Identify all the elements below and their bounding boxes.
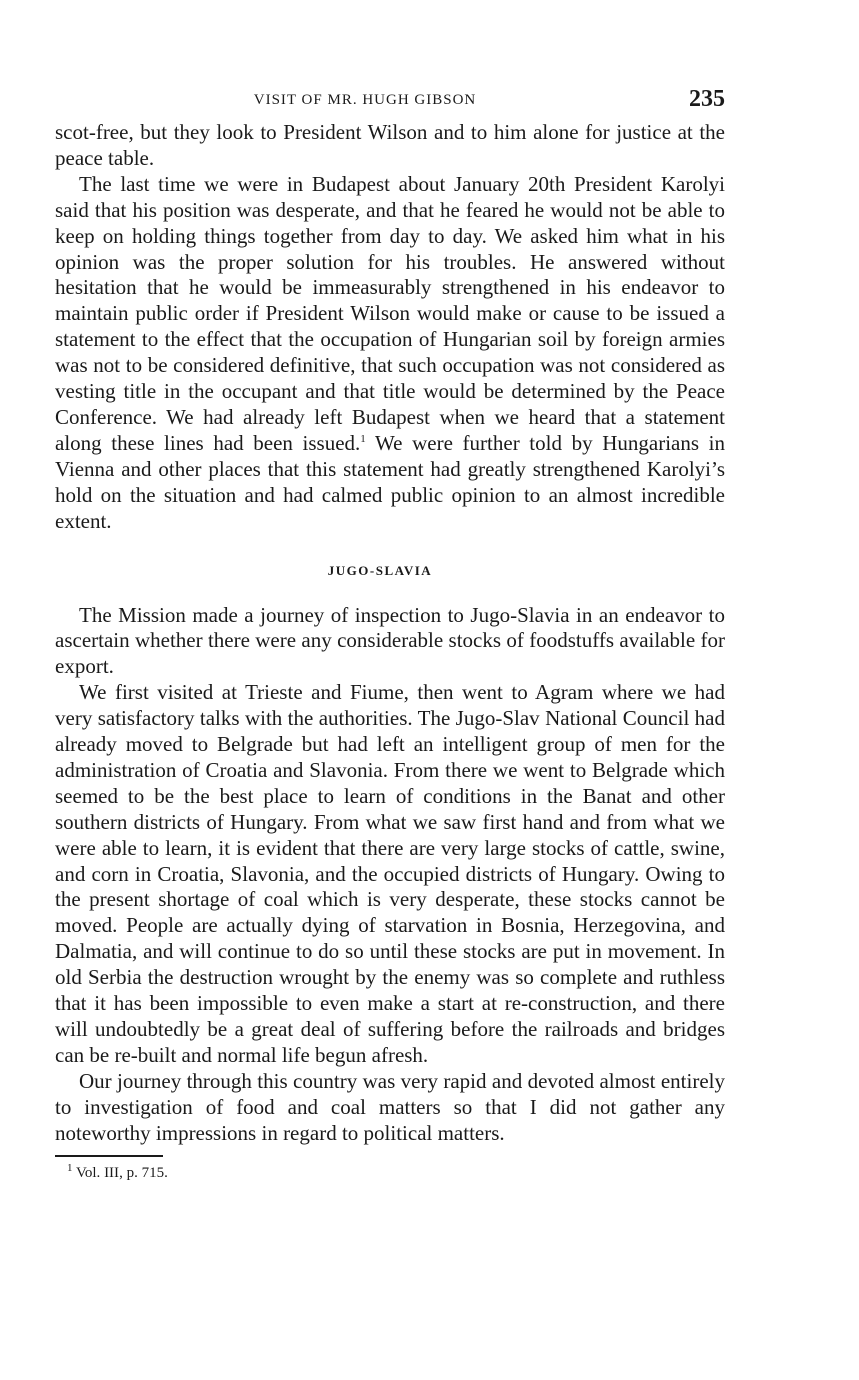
paragraph-mission: The Mission made a journey of inspection to Jugo-Slavia in an endeavor to ascertain whether there were any considerable stocks of foodstuffs available for export.: [55, 602, 725, 679]
footnote: [67, 1161, 725, 1182]
section-heading: JUGO-SLAVIA: [327, 562, 433, 578]
paragraph-budapest-continued: We were further told by Hungarians in Vienna and other places that this statement had greatly strengthened Karolyi’s hold on the situation and had calmed public opinion to an almost incredible extent.: [55, 430, 725, 533]
paragraph-journey: Our journey through this country was very rapid and devoted almost entirely to investigation of food and coal matters so that I did not gather any noteworthy impressions in regard to political matters.: [55, 1068, 725, 1145]
footnote-marker: 1: [67, 1161, 73, 1174]
paragraph-budapest-text: The last time we were in Budapest about January 20th President Karolyi said that his position was desperate, and that he feared he would not be able to keep on holding things together from day to day. We asked him what in his opinion was the proper solution for his troubles. He answered without hesitation that he would be immeasurably strengthened in his endeavor to maintain public order if President Wilson would make or cause to be issued a statement to the effect that the occupation of Hungarian soil by foreign armies was not to be considered definitive, that such occupation was not considered as vesting title in the occupant and that title would be determined by the Peace Conference. We had already left Budapest when we heard that a statement along these lines had been issued.: [55, 171, 725, 455]
footnote-page-ref: , p. 715.: [119, 1164, 168, 1181]
page-number: 235: [689, 86, 725, 112]
paragraph-continuation: scot-free, but they look to President Wilson and to him alone for justice at the peace table.: [55, 120, 725, 170]
document-page: [55, 82, 725, 1182]
paragraph-trieste: We first visited at Trieste and Fiume, then went to Agram where we had very satisfactory talks with the authorities. The Jugo-Slav National Council had already moved to Belgrade but had left an intelligent group of men for the administration of Croatia and Slavonia. From there we went to Belgrade which seemed to be the best place to learn of conditions in the Banat and other southern districts of Hungary. From what we saw first hand and from what we were able to learn, it is evident that there are very large stocks of cattle, swine, and corn in Croatia, Slavonia, and the occupied districts of Hungary. Owing to the present shortage of coal which is very desperate, these stocks cannot be moved. People are actually dying of starvation in Bosnia, Herzegovina, and Dalmatia, and will continue to do so until these stocks are put in movement. In old Serbia the destruction wrought by the enemy was so complete and ruthless that it has been impossible to even make a start at re-construction, and there will undoubtedly be a great deal of suffering before the railroads and bridges can be re-built and normal life begun afresh.: [55, 680, 725, 1067]
footnote-divider: [55, 1155, 163, 1157]
paragraph-budapest: [55, 172, 725, 535]
running-title: VISIT OF MR. HUGH GIBSON: [253, 92, 477, 108]
running-head: [55, 82, 725, 120]
footnote-volume-number: III: [104, 1164, 120, 1181]
footnote-volume-prefix: Vol.: [75, 1164, 101, 1181]
footnote-reference[interactable]: 1: [360, 432, 366, 445]
